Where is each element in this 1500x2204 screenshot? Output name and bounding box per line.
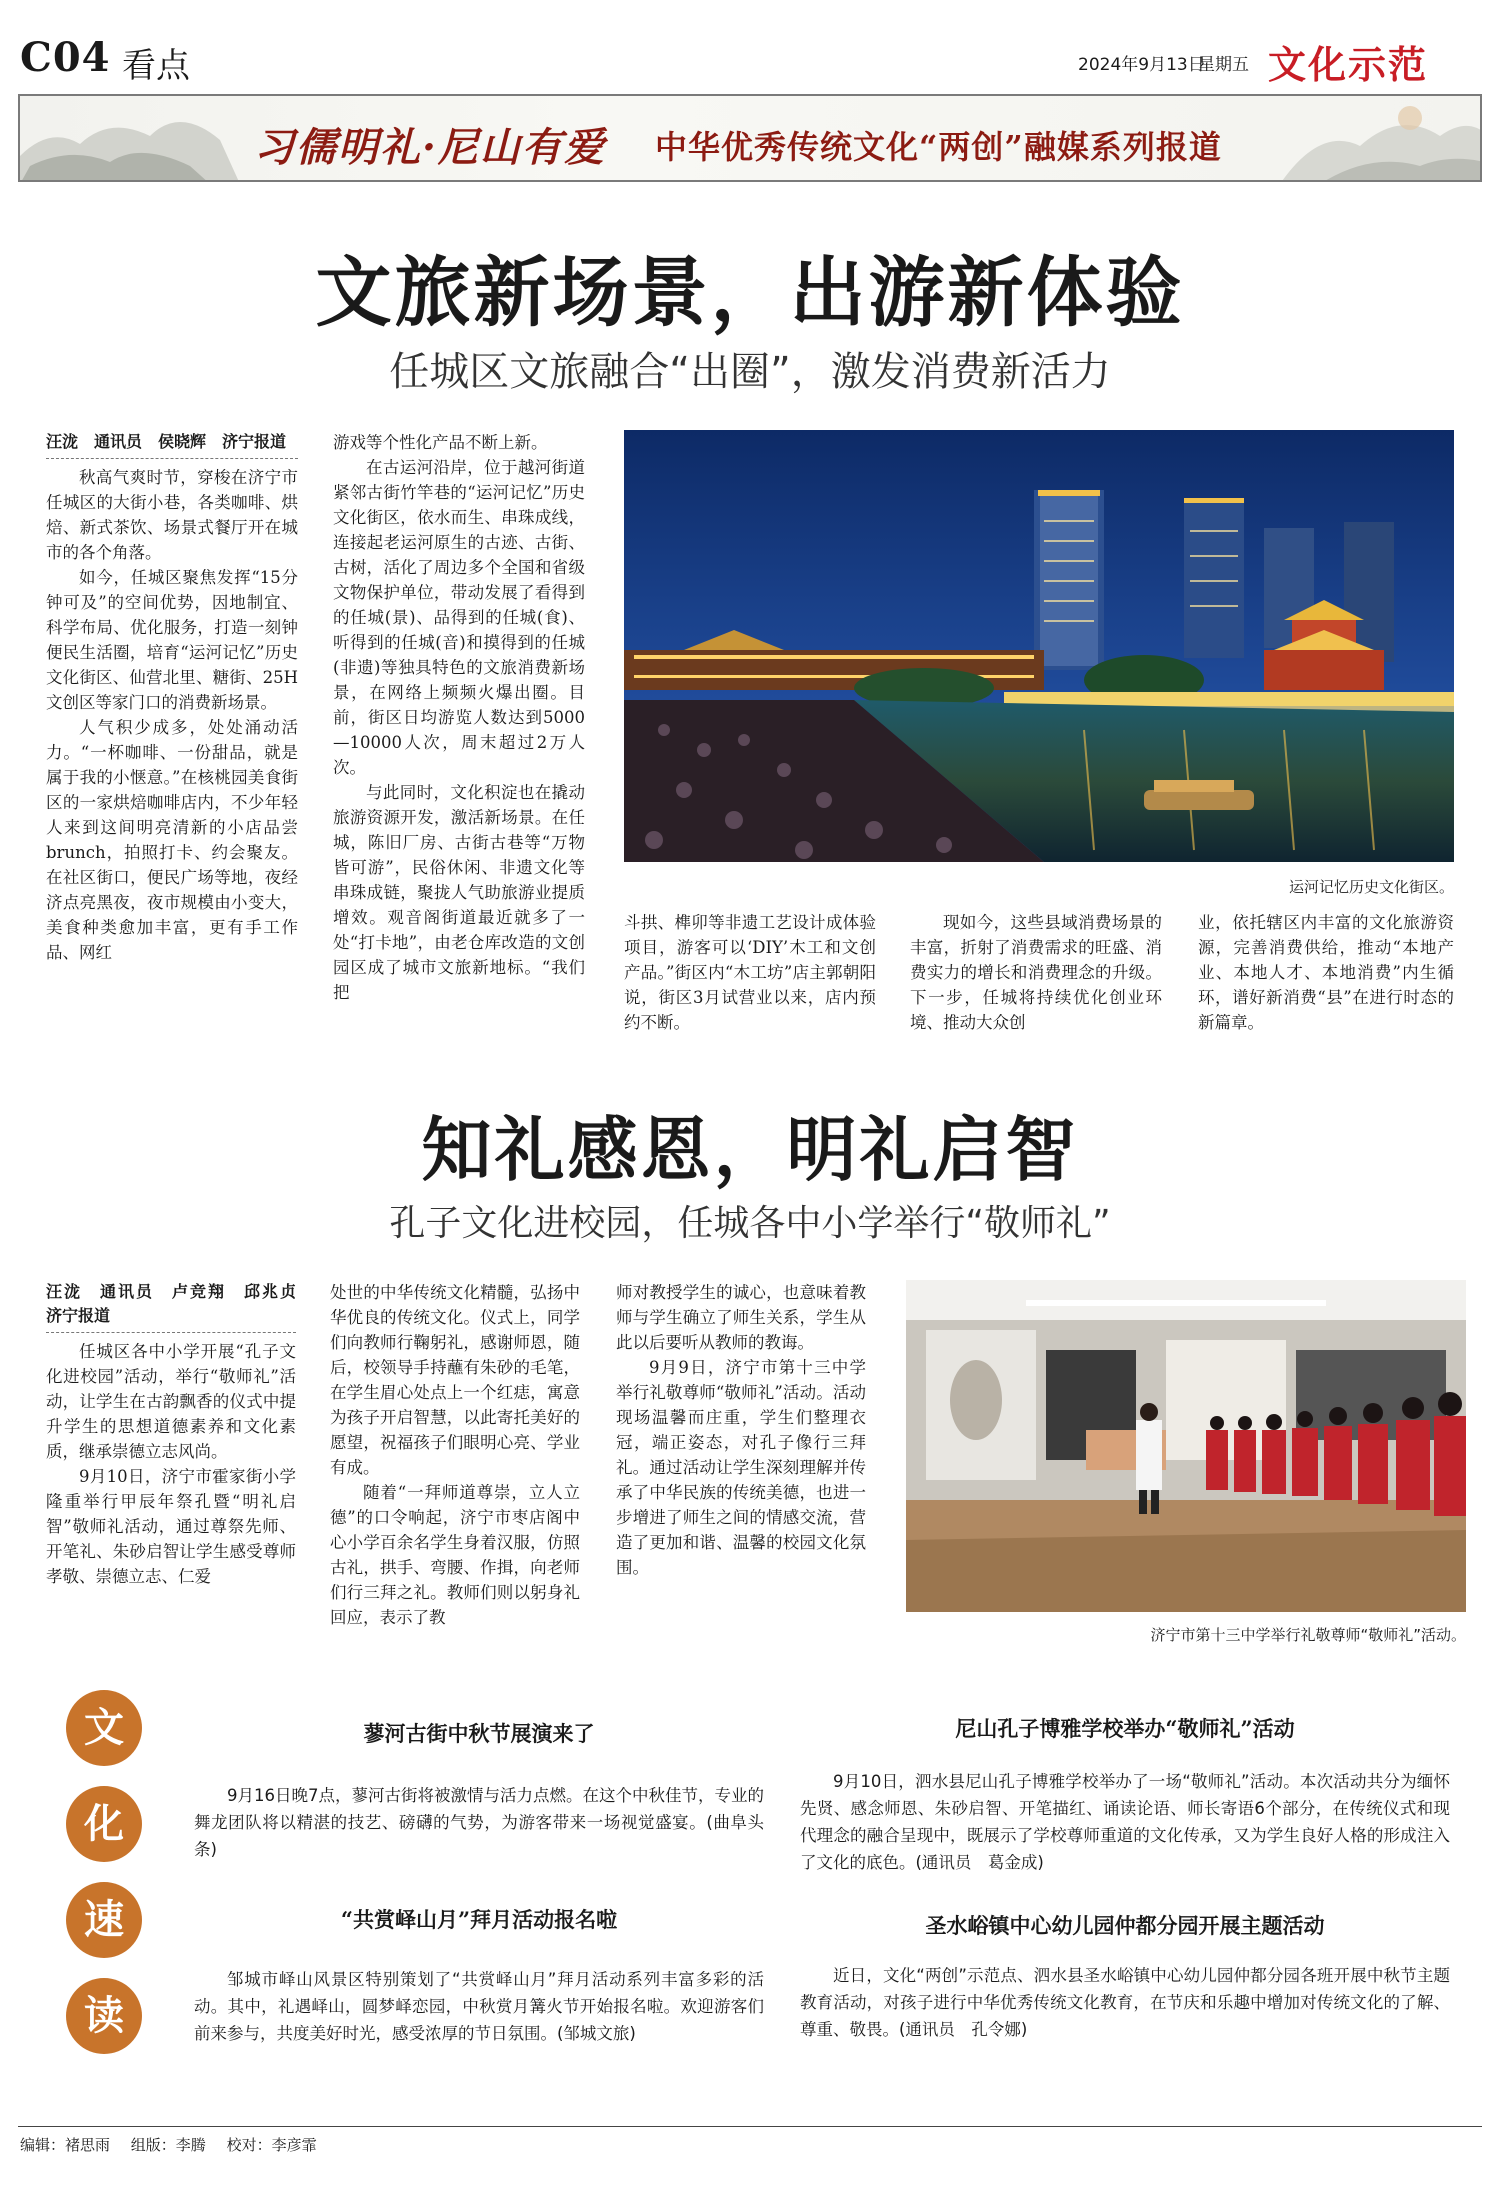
canal-night-photo (624, 430, 1454, 862)
story1-byline: 汪泷 通讯员 侯晓辉 济宁报道 (46, 430, 298, 459)
story2-subheadline: 孔子文化进校园，任城各中小学举行“敬师礼” (389, 1203, 1111, 1244)
paragraph: 与此同时，文化积淀也在撬动旅游资源开发，激活新场景。在任城，陈旧厂房、古街古巷等“万物皆可游”，民俗休闲、非遗文化等串珠成链，聚拢人气助旅游业提质增效。观音阁街道最近就多了一处“打卡地”，由老仓库改造的文创园区成了城市文旅新地标。“我们把 (333, 783, 585, 1002)
story2-headline: 知礼感恩，明礼启智 (421, 1108, 1079, 1191)
story1-subheadline: 任城区文旅融合“出圈”，激发消费新活力 (389, 349, 1111, 395)
editor-credit: 编辑：褚思雨 (20, 2136, 111, 2154)
quick-read-body (194, 1966, 764, 2047)
story1-column-1 (46, 430, 298, 965)
paragraph: 9月10日，济宁市霍家街小学隆重举行甲辰年祭孔暨“明礼启智”敬师礼活动，通过尊祭先师、开笔礼、朱砂启智让学生感受尊师孝敬、崇德立志、仁爱 (46, 1467, 296, 1586)
paragraph: 邹城市峄山风景区特别策划了“共赏峄山月”拜月活动系列丰富多彩的活动。其中，礼遇峄山，圆梦峄恋园，中秋赏月篝火节开始报名啦。欢迎游客们前来参与，共度美好时光，感受浓厚的节日氛围。(邹城文旅) (194, 1970, 764, 2043)
layout-credit: 组版：李腾 (130, 2136, 206, 2154)
paragraph: 师对教授学生的诚心，也意味着教师与学生确立了师生关系，学生从此以后要听从教师的教诲。 (616, 1283, 866, 1352)
school-ceremony-photo (906, 1280, 1466, 1612)
story1-photo-caption: 运河记忆历史文化街区。 (1288, 878, 1454, 896)
banner-calligraphy-title: 习儒明礼·尼山有爱 (254, 124, 606, 171)
paragraph: 斗拱、榫卯等非遗工艺设计成体验项目，游客可以‘DIY’木工和文创产品。”街区内“木工坊”店主郭朝阳说，街区3月试营业以来，店内预约不断。 (624, 913, 876, 1032)
paragraph: 现如今，这些县域消费场景的丰富，折射了消费需求的旺盛、消费实力的增长和消费理念的升级。下一步，任城将持续优化创业环境、推动大众创 (910, 913, 1162, 1032)
story1-column-4 (910, 910, 1162, 1035)
paragraph: 9月10日，泗水县尼山孔子博雅学校举办了一场“敬师礼”活动。本次活动共分为缅怀先贤、感念师恩、朱砂启智、开笔描红、诵读论语、师长寄语6个部分，在传统仪式和现代理念的融合呈现中，既展示了学校尊师重道的文化传承，又为学生良好人格的形成注入了文化的底色。(通讯员 葛金成) (800, 1772, 1450, 1872)
story1-column-2 (333, 430, 585, 1005)
quick-read-body (800, 1768, 1450, 1876)
quick-reads-char: 化 (66, 1786, 142, 1862)
story1-column-5 (1198, 910, 1454, 1035)
paragraph: 任城区各中小学开展“孔子文化进校园”活动，举行“敬师礼”活动，让学生在古韵飘香的仪式中提升学生的思想道德素养和文化素质，继承崇德立志风尚。 (46, 1342, 296, 1461)
story2-photo-caption: 济宁市第十三中学举行礼敬尊师“敬师礼”活动。 (1150, 1626, 1466, 1644)
paragraph: 随着“一拜师道尊崇，立人立德”的口令响起，济宁市枣店阁中心小学百余名学生身着汉服，仿照古礼，拱手、弯腰、作揖，向老师们行三拜之礼。教师们则以躬身礼回应，表示了教 (330, 1483, 580, 1627)
banner-series-title: 中华优秀传统文化“两创”融媒系列报道 (655, 128, 1222, 166)
story2-column-1 (46, 1280, 313, 1589)
paragraph: 秋高气爽时节，穿梭在济宁市任城区的大街小巷，各类咖啡、烘焙、新式茶饮、场景式餐厅开在城市的各个角落。 (46, 468, 298, 562)
proof-credit: 校对：李彦霏 (226, 2136, 317, 2154)
quick-read-title: “共赏峄山月”拜月活动报名啦 (340, 1907, 618, 1932)
quick-read-title: 尼山孔子博雅学校举办“敬师礼”活动 (955, 1716, 1295, 1741)
section-name: 看点 (122, 46, 190, 86)
page-code: C04 (20, 34, 111, 81)
paragraph: 人气积少成多，处处涌动活力。“一杯咖啡、一份甜品，就是属于我的小惬意。”在核桃园美食街区的一家烘焙咖啡店内，不少年轻人来到这间明亮清新的小店品尝brunch，拍照打卡、约会聚友。在社区街口，便民广场等地，夜经济点亮黑夜，夜市规模由小变大，美食种类愈加丰富，更有手工作品、网红 (46, 718, 298, 962)
series-banner (18, 94, 1482, 182)
paragraph: 游戏等个性化产品不断上新。 (333, 433, 548, 452)
story1-headline: 文旅新场景，出游新体验 (315, 248, 1185, 337)
paragraph: 9月16日晚7点，蓼河古街将被激情与活力点燃。在这个中秋佳节，专业的舞龙团队将以精湛的技艺、磅礴的气势，为游客带来一场视觉盛宴。(曲阜头条) (194, 1786, 764, 1859)
story2-byline: 汪泷 通讯员 卢竞翔 邱兆贞 济宁报道 (46, 1280, 296, 1333)
quick-read-title: 蓼河古街中秋节展演来了 (363, 1721, 595, 1746)
masthead-logo: 文化示范 (1268, 42, 1429, 87)
paragraph: 9月9日，济宁市第十三中学举行礼敬尊师“敬师礼”活动。活动现场温馨而庄重，学生们整理衣冠，端正姿态，对孔子像行三拜礼。通过活动让学生深刻理解并传承了中华民族的传统美德，也进一步增进了师生之间的情感交流，营造了更加和谐、温馨的校园文化氛围。 (616, 1358, 866, 1577)
paragraph: 业，依托辖区内丰富的文化旅游资源，完善消费供给，推动“本地产业、本地人才、本地消费”内生循环，谱好新消费“县”在进行时态的新篇章。 (1198, 913, 1454, 1032)
quick-reads-char: 文 (66, 1690, 142, 1766)
quick-reads-label (66, 1690, 144, 2070)
quick-read-body (194, 1782, 764, 1863)
story2-column-3 (616, 1280, 866, 1580)
footer-divider (18, 2126, 1482, 2127)
issue-date: 2024年9月13日 (1078, 55, 1205, 75)
paragraph: 近日，文化“两创”示范点、泗水县圣水峪镇中心幼儿园仲都分园各班开展中秋节主题教育活动，对孩子进行中华优秀传统文化教育，在节庆和乐趣中增加对传统文化的了解、尊重、敬畏。(通讯员 孔令娜) (800, 1966, 1450, 2039)
story1-column-3 (624, 910, 876, 1035)
footer-credits (20, 2134, 333, 2155)
quick-read-title: 圣水峪镇中心幼儿园仲都分园开展主题活动 (925, 1913, 1325, 1938)
story2-column-2 (330, 1280, 580, 1630)
paragraph: 处世的中华传统文化精髓，弘扬中华优良的传统文化。仪式上，同学们向教师行鞠躬礼，感谢师恩，随后，校领导手持蘸有朱砂的毛笔，在学生眉心处点上一个红痣，寓意为孩子开启智慧，以此寄托美好的愿望，祝福孩子们眼明心亮、学业有成。 (330, 1283, 580, 1477)
issue-weekday: 星期五 (1198, 55, 1249, 75)
paragraph: 如今，任城区聚焦发挥“15分钟可及”的空间优势，因地制宜、科学布局、优化服务，打造一刻钟便民生活圈，培育“运河记忆”历史文化街区、仙营北里、糖街、25H文创区等家门口的消费新场景。 (46, 568, 298, 712)
quick-reads-char: 速 (66, 1882, 142, 1958)
quick-read-body (800, 1962, 1450, 2043)
paragraph: 在古运河沿岸，位于越河街道紧邻古街竹竿巷的“运河记忆”历史文化街区，依水而生、串珠成线，连接起老运河原生的古迹、古街、古树，活化了周边多个全国和省级文物保护单位，带动发展了看得到的任城(景)、品得到的任城(食)、听得到的任城(音)和摸得到的任城(非遗)等独具特色的文旅消费新场景，在网络上频频火爆出圈。目前，街区日均游览人数达到5000—10000人次，周末超过2万人次。 (333, 458, 585, 777)
quick-reads-char: 读 (66, 1978, 142, 2054)
